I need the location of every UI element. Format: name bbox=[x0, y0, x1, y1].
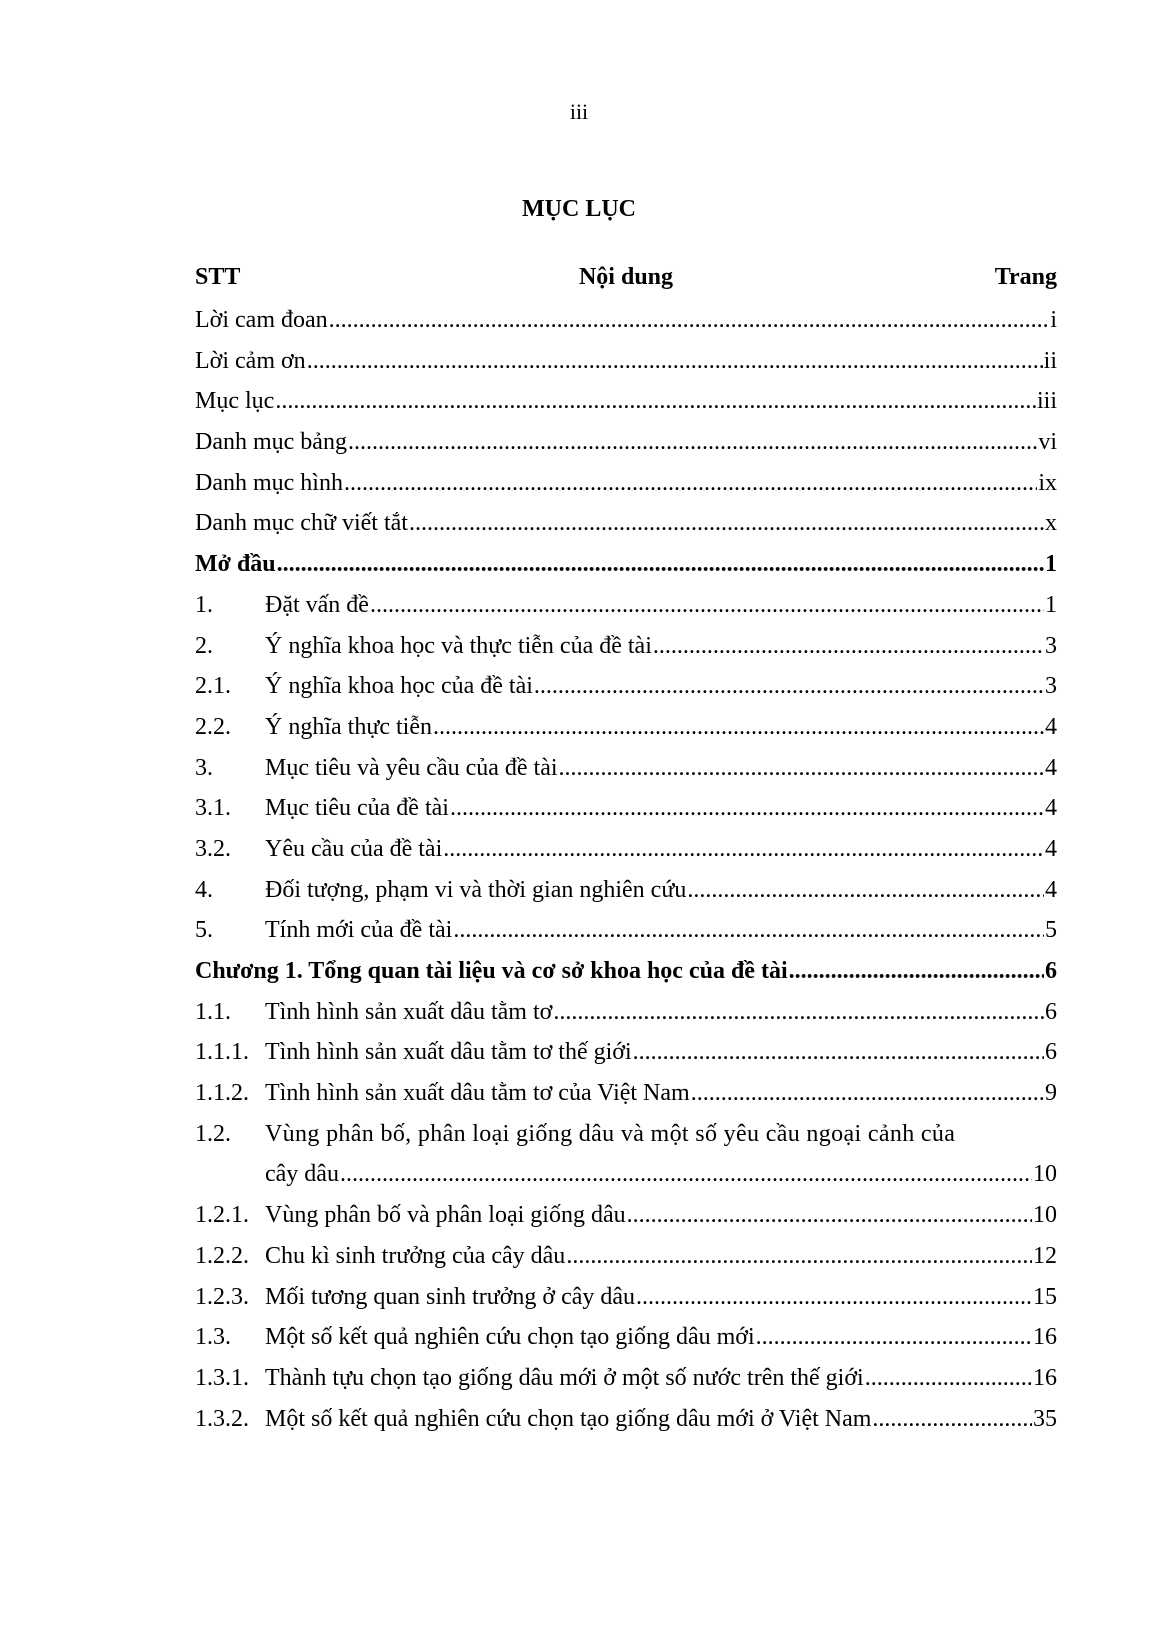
toc-entry-page: 9 bbox=[1045, 1080, 1057, 1107]
toc-entry[interactable] bbox=[195, 341, 1057, 382]
toc-entry-label: Một số kết quả nghiên cứu chọn tạo giống dâu mới bbox=[265, 1324, 755, 1351]
dot-leader bbox=[559, 748, 1044, 789]
page-number: iii bbox=[569, 99, 589, 124]
toc-entry[interactable] bbox=[195, 910, 1057, 951]
toc-entry-number: 1.2.2. bbox=[195, 1242, 249, 1269]
toc-entry-number: 3.2. bbox=[195, 835, 231, 862]
toc-entry-number: 5. bbox=[195, 917, 213, 944]
dot-leader bbox=[872, 1399, 1032, 1440]
toc-entry[interactable] bbox=[195, 870, 1057, 911]
toc-entry-body bbox=[265, 1236, 1057, 1277]
toc-entry-page: 1 bbox=[1045, 591, 1057, 618]
toc-entry-number: 1.3.1. bbox=[195, 1364, 249, 1391]
toc-entry-number: 4. bbox=[195, 876, 213, 903]
toc-entry[interactable] bbox=[195, 1236, 1057, 1277]
toc-entry-label: Tính mới của đề tài bbox=[265, 917, 453, 944]
toc-entry[interactable] bbox=[195, 503, 1057, 544]
header-content: Nội dung bbox=[578, 264, 674, 290]
toc-entry-body bbox=[195, 503, 1057, 544]
toc-entry-body bbox=[195, 544, 1057, 585]
toc-entry[interactable] bbox=[195, 544, 1057, 585]
toc-entry-body bbox=[195, 300, 1057, 341]
toc-entry[interactable] bbox=[195, 1277, 1057, 1318]
header-page: Trang bbox=[994, 264, 1057, 290]
toc-entry-body bbox=[265, 1317, 1057, 1358]
toc-entry-number: 1.2.1. bbox=[195, 1202, 249, 1229]
toc-entry-label: Mối tương quan sinh trưởng ở cây dâu bbox=[265, 1283, 636, 1310]
dot-leader bbox=[307, 341, 1043, 382]
toc-entry-body bbox=[195, 951, 1057, 992]
toc-entry[interactable] bbox=[195, 666, 1057, 707]
toc-entry-label: Tình hình sản xuất dâu tằm tơ thế giới bbox=[265, 1039, 632, 1066]
toc-entry-label: Chu kì sinh trưởng của cây dâu bbox=[265, 1242, 566, 1269]
toc-entry-body bbox=[265, 748, 1057, 789]
toc-entry-body bbox=[265, 1277, 1057, 1318]
dot-leader bbox=[277, 544, 1044, 585]
toc-entry[interactable] bbox=[195, 626, 1057, 667]
toc-entry-number: 1.2.3. bbox=[195, 1283, 249, 1310]
dot-leader bbox=[633, 1032, 1044, 1073]
dot-leader bbox=[653, 626, 1044, 667]
toc-entry-number: 1.2. bbox=[195, 1120, 231, 1147]
toc-entry-page: 10 bbox=[1033, 1202, 1057, 1229]
toc-entry-page: 4 bbox=[1045, 754, 1057, 781]
toc-entry-label-continued: cây dâu bbox=[265, 1161, 339, 1188]
toc-entry-continuation[interactable] bbox=[195, 1154, 1057, 1195]
toc-entry-label: Vùng phân bố và phân loại giống dâu bbox=[265, 1202, 626, 1229]
toc-entry-body bbox=[195, 463, 1057, 504]
dot-leader bbox=[450, 788, 1044, 829]
toc-entry-body bbox=[265, 992, 1057, 1033]
dot-leader bbox=[348, 422, 1037, 463]
toc-entry-page: 5 bbox=[1045, 917, 1057, 944]
toc-entry-label: Vùng phân bố, phân loại giống dâu và một số yêu cầu ngoại cảnh của bbox=[265, 1120, 956, 1147]
toc-entry-number: 1.1. bbox=[195, 998, 231, 1025]
toc-entry[interactable] bbox=[195, 422, 1057, 463]
toc-entry-label: Mục lục bbox=[195, 388, 275, 415]
toc-entry-page: 35 bbox=[1033, 1405, 1057, 1432]
toc-entry[interactable] bbox=[195, 748, 1057, 789]
dot-leader bbox=[687, 870, 1044, 911]
toc-entry-number: 1. bbox=[195, 591, 213, 618]
toc-entry-page: 3 bbox=[1045, 632, 1057, 659]
toc-entry[interactable] bbox=[195, 788, 1057, 829]
toc-entry[interactable] bbox=[195, 992, 1057, 1033]
dot-leader bbox=[409, 503, 1044, 544]
toc-entry-body bbox=[265, 1195, 1057, 1236]
toc-entry-label: Mở đầu bbox=[195, 551, 276, 578]
toc-entry-body bbox=[195, 341, 1057, 382]
toc-entry-body bbox=[265, 666, 1057, 707]
toc-entry-label: Tình hình sản xuất dâu tằm tơ của Việt Nam bbox=[265, 1080, 690, 1107]
dot-leader bbox=[636, 1277, 1032, 1318]
toc-entry[interactable] bbox=[195, 829, 1057, 870]
toc-entry[interactable] bbox=[195, 463, 1057, 504]
toc-entry-number: 2.1. bbox=[195, 673, 231, 700]
toc-entry-label: Yêu cầu của đề tài bbox=[265, 835, 443, 862]
toc-entry[interactable] bbox=[195, 1114, 1057, 1155]
toc-entry-page: 12 bbox=[1033, 1242, 1057, 1269]
toc-entry-label: Ý nghĩa khoa học và thực tiễn của đề tài bbox=[265, 632, 652, 659]
toc-entry-body bbox=[265, 1399, 1057, 1440]
toc-entry-page: x bbox=[1045, 510, 1057, 537]
toc-entry[interactable] bbox=[195, 381, 1057, 422]
dot-leader bbox=[433, 707, 1044, 748]
toc-entry[interactable] bbox=[195, 1032, 1057, 1073]
dot-leader bbox=[553, 992, 1044, 1033]
toc-entry-body bbox=[265, 1154, 1057, 1195]
header-stt: STT bbox=[195, 264, 241, 290]
toc-entry-number: 1.1.1. bbox=[195, 1039, 249, 1066]
dot-leader bbox=[329, 300, 1050, 341]
toc-entry-page: ii bbox=[1043, 347, 1057, 374]
dot-leader bbox=[566, 1236, 1032, 1277]
toc-entry-label: Một số kết quả nghiên cứu chọn tạo giống dâu mới ở Việt Nam bbox=[265, 1405, 872, 1432]
toc-entry-page: ix bbox=[1038, 469, 1057, 496]
dot-leader bbox=[756, 1317, 1032, 1358]
toc-entry[interactable] bbox=[195, 1317, 1057, 1358]
toc-entry[interactable] bbox=[195, 1358, 1057, 1399]
toc-entry-number: 2. bbox=[195, 632, 213, 659]
toc-entry-number: 1.3. bbox=[195, 1324, 231, 1351]
toc-entry-label: Tình hình sản xuất dâu tằm tơ bbox=[265, 998, 553, 1025]
toc-entry-label: Danh mục chữ viết tắt bbox=[195, 510, 408, 537]
toc-entry[interactable] bbox=[195, 1399, 1057, 1440]
toc-entry-number: 3. bbox=[195, 754, 213, 781]
toc-entry-page: 4 bbox=[1045, 713, 1057, 740]
toc-entry-number: 1.3.2. bbox=[195, 1405, 249, 1432]
toc-entry-page: 6 bbox=[1045, 998, 1057, 1025]
toc-entry-number: 2.2. bbox=[195, 713, 231, 740]
toc-entry[interactable] bbox=[195, 1195, 1057, 1236]
dot-leader bbox=[453, 910, 1044, 951]
toc-entry-page: 4 bbox=[1045, 876, 1057, 903]
toc-entry-page: i bbox=[1050, 307, 1057, 333]
dot-leader bbox=[370, 585, 1044, 626]
toc-entry-page: 4 bbox=[1045, 835, 1057, 862]
dot-leader bbox=[865, 1358, 1032, 1399]
toc-entry-page: 4 bbox=[1045, 795, 1057, 822]
toc-entry[interactable] bbox=[195, 585, 1057, 626]
toc-entry[interactable] bbox=[195, 1073, 1057, 1114]
toc-list bbox=[195, 300, 1057, 1439]
toc-entry-page: 16 bbox=[1033, 1364, 1057, 1391]
dot-leader bbox=[789, 951, 1044, 992]
toc-entry-label: Lời cảm ơn bbox=[195, 347, 306, 374]
toc-entry[interactable] bbox=[195, 951, 1057, 992]
toc-entry[interactable] bbox=[195, 707, 1057, 748]
toc-entry-body bbox=[265, 870, 1057, 911]
toc-entry-page: 10 bbox=[1033, 1161, 1057, 1188]
toc-entry-label: Đối tượng, phạm vi và thời gian nghiên cứu bbox=[265, 876, 687, 903]
toc-entry-label: Mục tiêu của đề tài bbox=[265, 795, 449, 822]
toc-entry-body bbox=[265, 1358, 1057, 1399]
dot-leader bbox=[443, 829, 1044, 870]
toc-entry-body bbox=[265, 707, 1057, 748]
dot-leader bbox=[275, 381, 1036, 422]
dot-leader bbox=[627, 1195, 1032, 1236]
toc-entry-body bbox=[265, 910, 1057, 951]
toc-entry-page: 1 bbox=[1045, 551, 1057, 578]
toc-entry-label: Ý nghĩa khoa học của đề tài bbox=[265, 673, 533, 700]
toc-entry-number: 3.1. bbox=[195, 795, 231, 822]
toc-entry-page: vi bbox=[1038, 429, 1057, 456]
dot-leader bbox=[691, 1073, 1044, 1114]
toc-entry[interactable] bbox=[195, 300, 1057, 341]
toc-entry-body bbox=[265, 829, 1057, 870]
toc-entry-page: iii bbox=[1036, 388, 1057, 415]
toc-title: MỤC LỤC bbox=[522, 196, 636, 222]
toc-entry-label: Mục tiêu và yêu cầu của đề tài bbox=[265, 754, 558, 781]
toc-entry-body bbox=[265, 1073, 1057, 1114]
toc-entry-body bbox=[265, 626, 1057, 667]
toc-entry-label: Đặt vấn đề bbox=[265, 591, 369, 618]
toc-entry-page: 15 bbox=[1033, 1283, 1057, 1310]
toc-entry-body bbox=[265, 1032, 1057, 1073]
toc-entry-label: Danh mục bảng bbox=[195, 429, 347, 456]
toc-entry-page: 3 bbox=[1045, 673, 1057, 700]
toc-entry-body bbox=[195, 422, 1057, 463]
toc-entry-body bbox=[265, 788, 1057, 829]
toc-entry-label: Lời cam đoan bbox=[195, 307, 328, 333]
toc-entry-number: 1.1.2. bbox=[195, 1080, 249, 1107]
dot-leader bbox=[344, 463, 1037, 504]
toc-entry-label: Ý nghĩa thực tiễn bbox=[265, 713, 432, 740]
toc-entry-page: 6 bbox=[1045, 958, 1057, 984]
toc-entry-body bbox=[265, 585, 1057, 626]
toc-entry-body bbox=[195, 381, 1057, 422]
dot-leader bbox=[534, 666, 1044, 707]
toc-entry-body bbox=[265, 1114, 1057, 1155]
toc-entry-page: 16 bbox=[1033, 1324, 1057, 1351]
toc-header bbox=[195, 262, 1057, 292]
toc-entry-page: 6 bbox=[1045, 1039, 1057, 1066]
toc-entry-label: Danh mục hình bbox=[195, 469, 343, 496]
toc-entry-label: Thành tựu chọn tạo giống dâu mới ở một số nước trên thế giới bbox=[265, 1364, 864, 1391]
toc-entry-label: Chương 1. Tổng quan tài liệu và cơ sở khoa học của đề tài bbox=[195, 958, 788, 984]
dot-leader bbox=[340, 1154, 1032, 1195]
